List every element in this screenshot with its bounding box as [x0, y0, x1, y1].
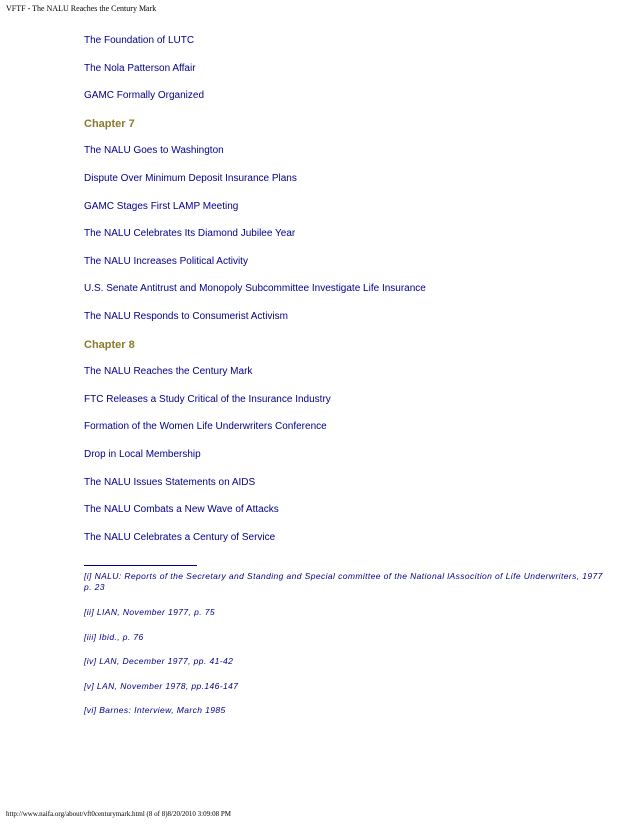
toc-link[interactable]: Formation of the Women Life Underwriters Conference [84, 421, 327, 433]
chapter-heading [84, 117, 426, 145]
table-of-contents [84, 34, 426, 558]
toc-link[interactable]: The NALU Celebrates a Century of Service [84, 531, 276, 543]
toc-item [84, 531, 426, 559]
footnotes-list [84, 571, 604, 730]
toc-item [84, 62, 426, 90]
footnote-link[interactable]: [v] LAN, November 1978, pp.146-147 [84, 680, 239, 691]
toc-item [84, 420, 426, 448]
toc-item [84, 172, 426, 200]
chapter-label: Chapter 8 [84, 338, 135, 351]
footnote [84, 656, 604, 681]
toc-link[interactable]: The NALU Increases Political Activity [84, 255, 248, 267]
toc-item [84, 89, 426, 117]
toc-item [84, 144, 426, 172]
toc-item [84, 282, 426, 310]
footnote-link[interactable]: [iv] LAN, December 1977, pp. 41-42 [84, 656, 234, 666]
footnote-link[interactable]: [vi] Barnes: Interview, March 1985 [84, 705, 226, 715]
toc-link[interactable]: The NALU Goes to Washington [84, 145, 224, 157]
toc-item [84, 310, 426, 338]
toc-link[interactable]: GAMC Stages First LAMP Meeting [84, 200, 239, 212]
toc-item [84, 255, 426, 283]
toc-item [84, 34, 426, 62]
toc-link[interactable]: FTC Releases a Study Critical of the Insurance Industry [84, 393, 331, 405]
toc-link[interactable]: Drop in Local Membership [84, 448, 201, 460]
toc-link[interactable]: The NALU Combats a New Wave of Attacks [84, 504, 279, 516]
toc-link[interactable]: The NALU Issues Statements on AIDS [84, 476, 256, 488]
toc-item [84, 227, 426, 255]
toc-item [84, 476, 426, 504]
toc-link[interactable]: GAMC Formally Organized [84, 90, 205, 102]
toc-link[interactable]: The NALU Celebrates Its Diamond Jubilee Year [84, 228, 296, 240]
toc-link[interactable]: The NALU Reaches the Century Mark [84, 366, 253, 378]
chapter-heading [84, 338, 426, 366]
toc-link[interactable]: The Nola Patterson Affair [84, 62, 196, 74]
footnote [84, 681, 604, 706]
footnote [84, 571, 604, 607]
footnote-link[interactable]: [ii] LIAN, November 1977, p. 75 [84, 607, 215, 617]
toc-item [84, 503, 426, 531]
chapter-label: Chapter 7 [84, 117, 135, 130]
toc-link[interactable]: U.S. Senate Antitrust and Monopoly Subcommittee Investigate Life Insurance [84, 283, 426, 295]
toc-link[interactable]: Dispute Over Minimum Deposit Insurance Plans [84, 172, 297, 184]
toc-link[interactable]: The Foundation of LUTC [84, 35, 195, 46]
footnote-divider [84, 565, 197, 566]
page-footer: http://www.naifa.org/about/vft0centurymark.html (8 of 8)8/20/2010 3:09:08 PM [6, 810, 231, 818]
page-header: VFTF - The NALU Reaches the Century Mark [6, 4, 157, 13]
toc-item [84, 393, 426, 421]
footnote [84, 705, 604, 730]
footnote-link[interactable]: [i] NALU: Reports of the Secretary and Standing and Special committee of the National lAssocition of Life Underwriters, 1977 p. 23 [84, 571, 603, 592]
footnote-link[interactable]: [iii] Ibid., p. 76 [84, 631, 144, 642]
toc-link[interactable]: The NALU Responds to Consumerist Activism [84, 310, 288, 322]
footnote [84, 607, 604, 632]
footnote [84, 632, 604, 657]
toc-item [84, 200, 426, 228]
toc-item [84, 448, 426, 476]
toc-item [84, 365, 426, 393]
